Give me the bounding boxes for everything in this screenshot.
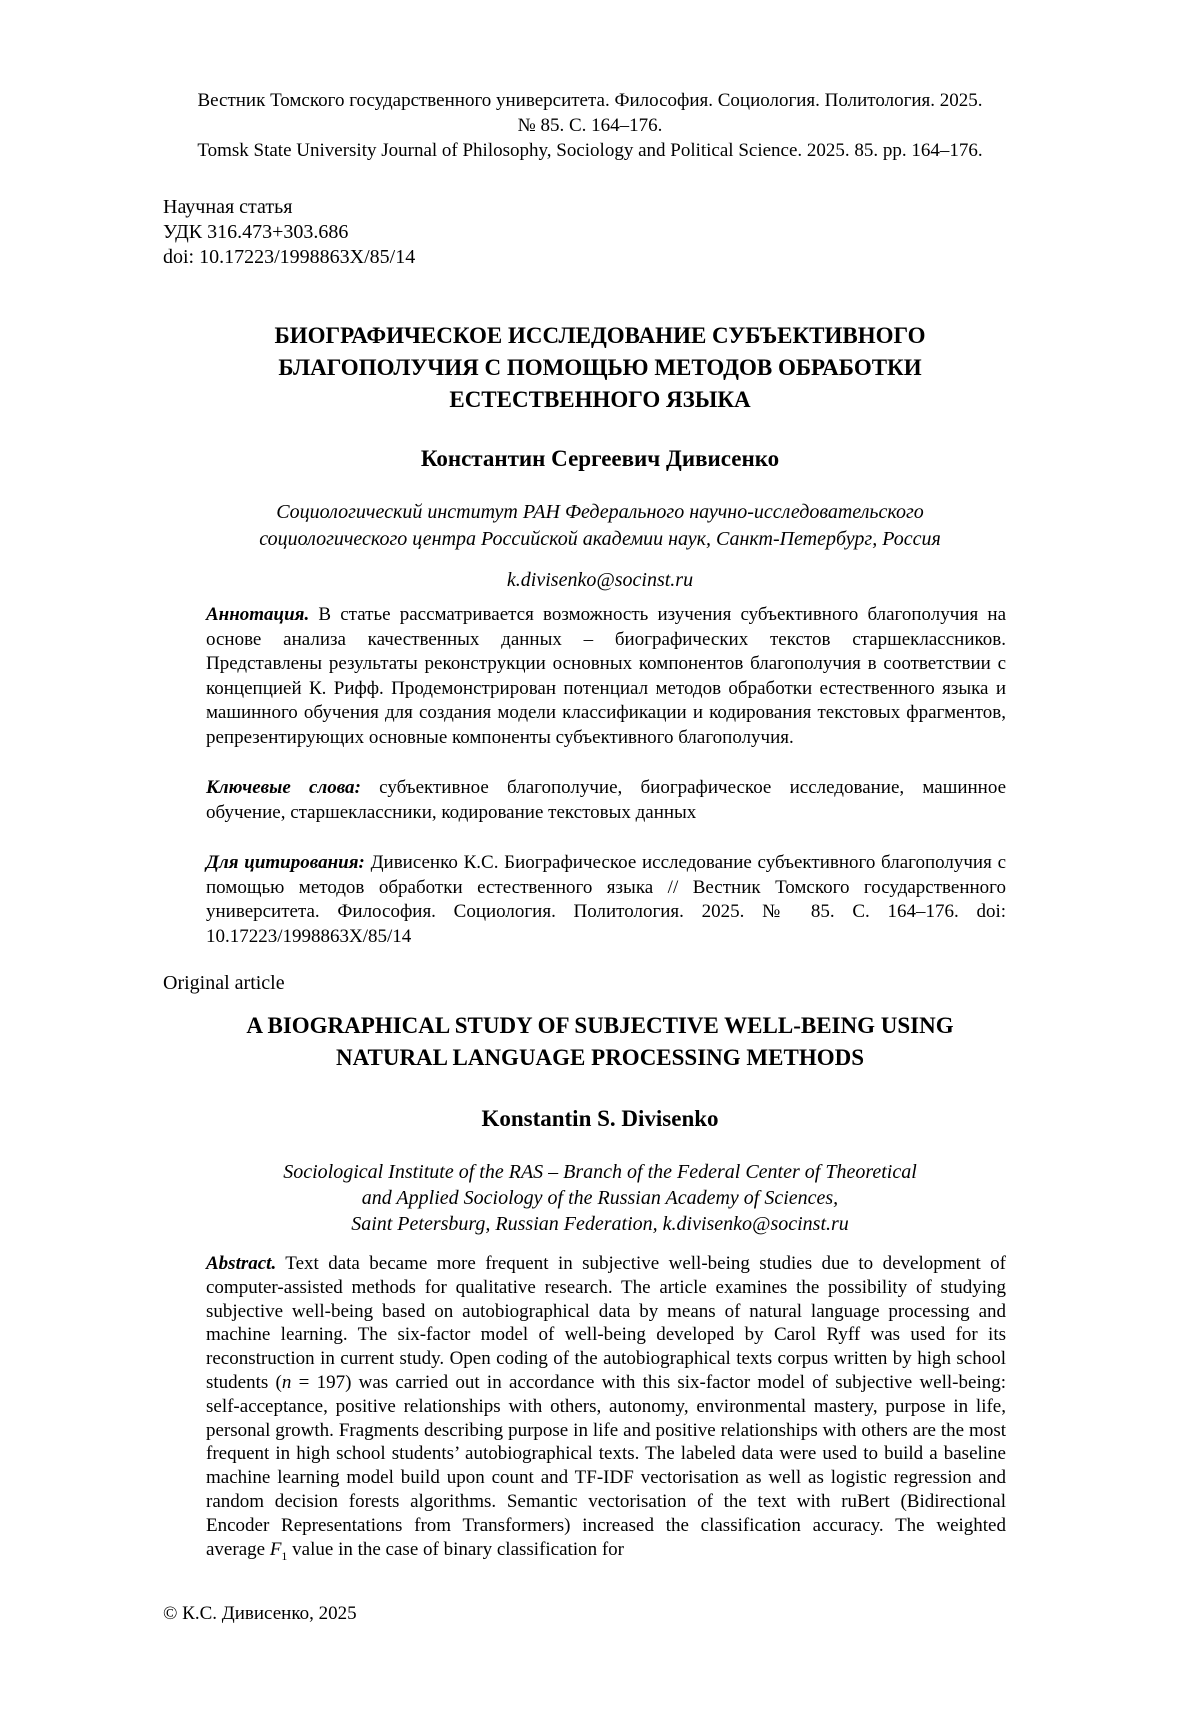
affiliation-ru	[150, 499, 1050, 553]
keywords-ru-label: Ключевые слова	[206, 777, 355, 798]
citation-ru-label: Для цитирования:	[206, 852, 365, 873]
f-score-symbol: F	[269, 1538, 282, 1560]
abstract-en-label: Abstract.	[206, 1253, 277, 1274]
f-score-subscript: 1	[281, 1548, 288, 1563]
affiliation-ru-line: социологического центра Российской академии наук, Санкт-Петербург, Россия	[259, 528, 941, 550]
abstract-en-text: value in the case of binary classification for	[287, 1538, 625, 1560]
abstract-ru-label: Аннотация.	[206, 604, 310, 625]
author-ru: Константин Сергеевич Дивисенко	[420, 446, 780, 471]
affiliation-en-line: and Applied Sociology of the Russian Academy of Sciences,	[361, 1187, 839, 1209]
keywords-ru-text: субъективное благополучие, биографическое исследование, машинное обучение, старшеклассники, кодирование текстовых данных	[206, 777, 1007, 823]
abstract-ru	[206, 603, 1006, 750]
author-en: Konstantin S. Divisenko	[481, 1106, 719, 1131]
keywords-ru: Ключевые слова: субъективное благополучие, биографическое исследование, машинное обучение, старшеклассники, кодирование текстовых данных	[206, 777, 1007, 823]
title-ru-line: БЛАГОПОЛУЧИЯ С ПОМОЩЬЮ МЕТОДОВ ОБРАБОТКИ	[278, 355, 922, 380]
journal-issue-ru: № 85. С. 164–176.	[517, 115, 663, 136]
abstract-en-text: Text data became more frequent in subjective well-being studies due to development of computer-assisted methods for qualitative research. The article examines the possibility of studying subjective well-being based on autobiographical data by means of natural language processing and machine learning. The six-factor model of well-being developed by Carol Ryff was used for its reconstruction in current study. Open coding of the autobiographical texts corpus written by high school students (	[206, 1253, 1006, 1393]
article-type-ru: Научная статья	[163, 196, 293, 218]
citation-ru-text: Дивисенко К.С. Биографическое исследование субъективного благополучия с помощью методов обработки естественного языка // Вестник Томского государственного университета. Философия. Социология. Политология. 2025. № 85. С. 164–176. doi: 10.17223/1998863X/85/14	[206, 852, 1007, 947]
article-meta	[163, 195, 415, 270]
copyright: © К.С. Дивисенко, 2025	[163, 1603, 357, 1624]
abstract-en-text: = 197) was carried out in accordance with this six-factor model of subjective well-being: self-acceptance, positive relationships with others, autonomy, environmental mastery, purpose in life, personal growth. Fragments describing purpose in life and positive relationships with others are the most frequent in high school students’ autobiographical texts. The labeled data were used to build a baseline machine learning model build upon count and TF-IDF vectorisation as well as logistic regression and random decision forests algorithms. Semantic vectorisation of the text with ruBert (Bidirectional Encoder Representations from Transformers) increased the classification accuracy. The weighted average	[206, 1371, 1007, 1560]
sample-size-symbol: n	[281, 1371, 292, 1393]
title-ru	[150, 320, 1050, 416]
title-en	[150, 1010, 1050, 1074]
journal-header	[150, 88, 1030, 163]
title-ru-line: ЕСТЕСТВЕННОГО ЯЗЫКА	[449, 387, 751, 412]
affiliation-en-line: Saint Petersburg, Russian Federation, k.divisenko@socinst.ru	[351, 1213, 849, 1235]
doi: doi: 10.17223/1998863X/85/14	[163, 246, 416, 268]
title-en-line: A BIOGRAPHICAL STUDY OF SUBJECTIVE WELL-BEING USING	[246, 1013, 954, 1038]
title-en-line: NATURAL LANGUAGE PROCESSING METHODS	[335, 1045, 864, 1070]
citation-ru	[206, 851, 1006, 949]
affiliation-ru-line: Социологический институт РАН Федерального научно-исследовательского	[276, 501, 924, 523]
author-email[interactable]: k.divisenko@socinst.ru	[506, 569, 694, 591]
abstract-en	[206, 1252, 1006, 1568]
article-type-en: Original article	[163, 972, 285, 994]
abstract-ru-text: В статье рассматривается возможность изучения субъективного благополучия на основе анализа качественных данных – биографических текстов старшеклассников. Представлены результаты реконструкции основных компонентов благополучия в соответствии с концепцией К. Рифф. Продемонстрирован потенциал методов обработки естественного языка и машинного обучения для создания модели классификации и кодирования текстовых фрагментов, репрезентирующих основные компоненты субъективного благополучия.	[206, 604, 1007, 748]
affiliation-en-line: Sociological Institute of the RAS – Branch of the Federal Center of Theoretical	[283, 1161, 917, 1183]
title-ru-line: БИОГРАФИЧЕСКОЕ ИССЛЕДОВАНИЕ СУБЪЕКТИВНОГО	[274, 323, 926, 348]
journal-header-ru: Вестник Томского государственного университета. Философия. Социология. Политология. 2025.	[197, 90, 983, 111]
udc-code: УДК 316.473+303.686	[163, 221, 349, 243]
journal-header-en: Tomsk State University Journal of Philosophy, Sociology and Political Science. 2025. 85. pp. 164–176.	[197, 140, 983, 161]
affiliation-en	[150, 1159, 1050, 1237]
